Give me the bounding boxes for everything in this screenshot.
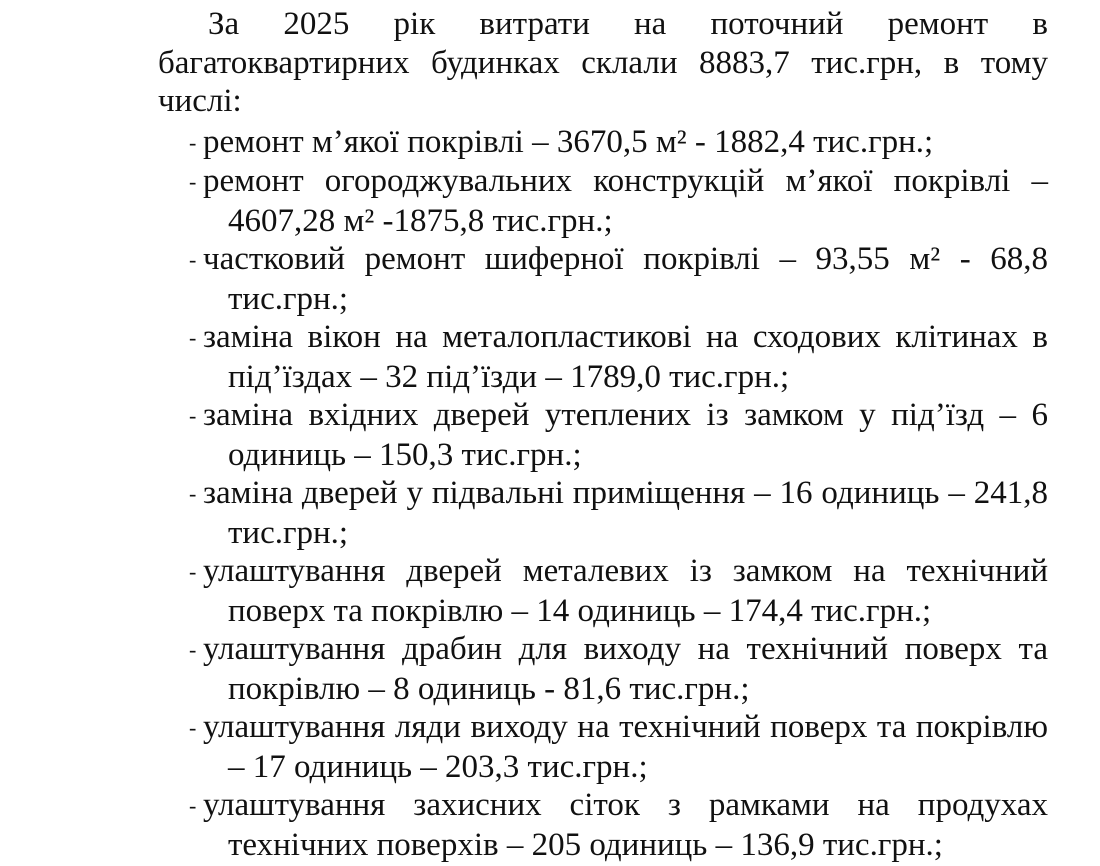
list-item [158, 162, 1048, 240]
expense-list [158, 123, 1048, 865]
list-item [158, 396, 1048, 474]
dash-bullet-icon: - [189, 559, 197, 584]
list-item-text: улаштування драбин для виходу на технічний поверх та покрівлю – 8 одиниць - 81,6 тис.грн.; [203, 631, 1048, 707]
intro-paragraph: За 2025 рік витрати на поточний ремонт в багатоквартирних будинках склали 8883,7 тис.грн, в тому числі: [158, 6, 1048, 119]
dash-bullet-icon: - [189, 129, 197, 155]
list-item-text: ремонт м’якої покрівлі – 3670,5 м² - 1882,4 тис.грн.; [203, 123, 934, 160]
document-page [158, 0, 1048, 864]
dash-bullet-icon: - [189, 637, 197, 662]
list-item-text: улаштування дверей металевих із замком на технічний поверх та покрівлю – 14 одиниць – 174,4 тис.грн.; [203, 553, 1048, 629]
list-item [158, 123, 1048, 163]
list-item-text: улаштування захисних сіток з рамками на продухах технічних поверхів – 205 одиниць – 136,9 тис.грн.; [203, 787, 1048, 863]
dash-bullet-icon: - [189, 325, 197, 350]
dash-bullet-icon: - [189, 481, 197, 506]
list-item-text: заміна дверей у підвальні приміщення – 16 одиниць – 241,8 тис.грн.; [203, 475, 1048, 551]
list-item [158, 318, 1048, 396]
list-item-text: частковий ремонт шиферної покрівлі – 93,55 м² - 68,8 тис.грн.; [203, 241, 1048, 317]
dash-bullet-icon: - [189, 247, 197, 272]
list-item [158, 630, 1048, 708]
dash-bullet-icon: - [189, 403, 197, 428]
list-item-text: улаштування ляди виходу на технічний поверх та покрівлю – 17 одиниць – 203,3 тис.грн.; [203, 709, 1048, 785]
dash-bullet-icon: - [189, 715, 197, 740]
dash-bullet-icon: - [189, 169, 197, 194]
list-item [158, 552, 1048, 630]
list-item-text: заміна вхідних дверей утеплених із замком у під’їзд – 6 одиниць – 150,3 тис.грн.; [203, 397, 1048, 473]
list-item [158, 240, 1048, 318]
dash-bullet-icon: - [189, 793, 197, 818]
list-item-text: ремонт огороджувальних конструкцій м’якої покрівлі – 4607,28 м² -1875,8 тис.грн.; [203, 163, 1048, 239]
list-item-text: заміна вікон на металопластикові на сходових клітинах в під’їздах – 32 під’їзди – 1789,0 тис.грн.; [203, 319, 1048, 395]
list-item [158, 708, 1048, 786]
list-item [158, 474, 1048, 552]
list-item [158, 786, 1048, 864]
